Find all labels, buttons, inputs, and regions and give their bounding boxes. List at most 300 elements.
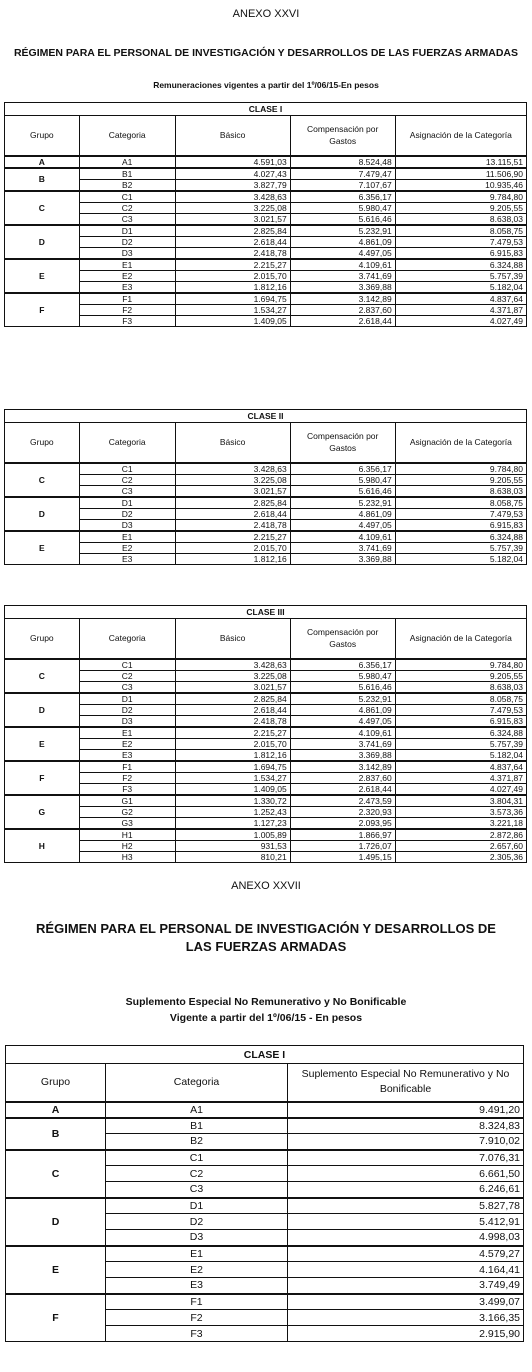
basico-cell: 1.127,23 [175,817,290,829]
asignacion-cell: 7.479,53 [395,508,526,519]
suplemento-cell: 8.324,83 [288,1118,524,1134]
basico-cell: 3.225,08 [175,670,290,681]
categoria-cell: D1 [79,225,175,237]
grupo-header: Grupo [6,1064,106,1102]
table-row [5,693,527,705]
compensacion-cell: 3.741,69 [290,270,395,281]
categoria-cell: C1 [79,659,175,671]
anexo-xxvii-subtitle-1: Suplemento Especial No Remunerativo y No Bonificable [125,996,407,1008]
suplemento-cell: 7.910,02 [288,1134,524,1150]
table-row [5,840,527,851]
categoria-cell: F2 [106,1310,288,1326]
asignacion-cell: 9.784,80 [395,659,526,671]
asignacion-cell: 5.757,39 [395,738,526,749]
categoria-cell: G1 [79,795,175,807]
table-row [5,659,527,671]
compensacion-header: Compensación por Gastos [290,423,395,463]
suplemento-cell: 3.166,35 [288,1310,524,1326]
table-row [6,1150,524,1166]
compensacion-cell: 5.616,46 [290,681,395,693]
grupo-cell: D [5,497,80,531]
anexo-xxvii-title: RÉGIMEN PARA EL PERSONAL DE INVESTIGACIÓN Y DESARROLLOS DE LAS FUERZAS ARMADAS [36,921,496,954]
categoria-cell: C1 [106,1150,288,1166]
compensacion-cell: 5.616,46 [290,213,395,225]
basico-cell: 4.027,43 [175,168,290,180]
categoria-cell: G3 [79,817,175,829]
categoria-cell: D3 [79,519,175,531]
basico-cell: 3.827,79 [175,179,290,191]
basico-cell: 1.005,89 [175,829,290,841]
table-row [5,829,527,841]
clase-iii-remuneraciones-table [4,605,527,863]
anexo-xxvi-title: RÉGIMEN PARA EL PERSONAL DE INVESTIGACIÓN Y DESARROLLOS DE LAS FUERZAS ARMADAS [13,47,519,59]
categoria-cell: F1 [79,293,175,305]
categoria-cell: H3 [79,851,175,862]
compensacion-cell: 4.497,05 [290,715,395,727]
asignacion-cell: 8.058,75 [395,497,526,509]
compensacion-cell: 4.497,05 [290,247,395,259]
table-row [5,508,527,519]
grupo-cell: F [5,293,80,327]
suplemento-cell: 5.827,78 [288,1198,524,1214]
categoria-cell: E1 [79,727,175,739]
grupo-cell: D [5,225,80,259]
categoria-cell: D2 [79,236,175,247]
clase-i-remuneraciones-table [4,102,527,327]
table-row [5,772,527,783]
categoria-cell: H2 [79,840,175,851]
basico-cell: 1.812,16 [175,281,290,293]
basico-cell: 1.330,72 [175,795,290,807]
clase-i-suplemento-table [5,1045,524,1342]
basico-cell: 810,21 [175,851,290,862]
asignacion-cell: 4.371,87 [395,304,526,315]
compensacion-header: Compensación por Gastos [290,619,395,659]
table-row [5,179,527,191]
grupo-cell: D [5,693,80,727]
asignacion-cell: 10.935,46 [395,179,526,191]
categoria-cell: D2 [79,704,175,715]
table-row [5,315,527,326]
compensacion-cell: 5.980,47 [290,670,395,681]
categoria-cell: D2 [79,508,175,519]
table-row [5,542,527,553]
table-row [5,168,527,180]
basico-cell: 2.618,44 [175,508,290,519]
asignacion-cell: 9.784,80 [395,463,526,475]
table-row [5,783,527,795]
suplemento-cell: 4.998,03 [288,1230,524,1246]
table-row [5,817,527,829]
asignacion-cell: 8.638,03 [395,485,526,497]
table-row [5,236,527,247]
categoria-cell: E1 [106,1246,288,1262]
grupo-cell: F [6,1294,106,1342]
categoria-cell: E2 [79,270,175,281]
basico-cell: 2.825,84 [175,497,290,509]
table-row [5,485,527,497]
table-row [5,670,527,681]
anexo-xxvii-label: ANEXO XXVII [231,880,301,892]
compensacion-cell: 5.232,91 [290,497,395,509]
asignacion-cell: 5.757,39 [395,542,526,553]
asignacion-header: Asignación de la Categoría [395,619,526,659]
asignacion-header: Asignación de la Categoría [395,423,526,463]
basico-cell: 1.252,43 [175,806,290,817]
table-row [5,270,527,281]
asignacion-cell: 7.479,53 [395,704,526,715]
compensacion-cell: 4.109,61 [290,259,395,271]
compensacion-cell: 4.109,61 [290,531,395,543]
compensacion-cell: 7.479,47 [290,168,395,180]
asignacion-cell: 3.573,36 [395,806,526,817]
basico-cell: 3.428,63 [175,659,290,671]
compensacion-cell: 5.616,46 [290,485,395,497]
grupo-cell: E [5,531,80,565]
asignacion-cell: 5.182,04 [395,553,526,564]
table-row [5,156,527,168]
asignacion-cell: 4.837,64 [395,293,526,305]
asignacion-cell: 6.324,88 [395,259,526,271]
compensacion-cell: 4.861,09 [290,236,395,247]
compensacion-cell: 2.837,60 [290,304,395,315]
basico-cell: 1.812,16 [175,553,290,564]
asignacion-cell: 3.221,18 [395,817,526,829]
basico-cell: 1.694,75 [175,761,290,773]
table-row [5,213,527,225]
basico-header: Básico [175,116,290,156]
table-row [5,795,527,807]
asignacion-cell: 5.757,39 [395,270,526,281]
compensacion-cell: 6.356,17 [290,191,395,203]
table-row [5,738,527,749]
categoria-cell: B2 [79,179,175,191]
categoria-cell: B2 [106,1134,288,1150]
compensacion-cell: 6.356,17 [290,659,395,671]
categoria-cell: D1 [79,693,175,705]
basico-cell: 1.812,16 [175,749,290,761]
clase-header: CLASE I [6,1046,524,1064]
basico-cell: 2.618,44 [175,704,290,715]
basico-header: Básico [175,423,290,463]
suplemento-cell: 6.661,50 [288,1166,524,1182]
basico-cell: 2.215,27 [175,259,290,271]
categoria-cell: D1 [106,1198,288,1214]
table-row [5,727,527,739]
clase-header: CLASE II [5,410,527,423]
asignacion-cell: 6.915,83 [395,519,526,531]
asignacion-cell: 9.205,55 [395,474,526,485]
suplemento-cell: 3.499,07 [288,1294,524,1310]
categoria-header: Categoria [79,619,175,659]
asignacion-cell: 8.058,75 [395,225,526,237]
categoria-cell: B1 [106,1118,288,1134]
compensacion-cell: 3.369,88 [290,281,395,293]
compensacion-cell: 2.473,59 [290,795,395,807]
basico-cell: 2.418,78 [175,715,290,727]
compensacion-header: Compensación por Gastos [290,116,395,156]
grupo-cell: H [5,829,80,863]
compensacion-cell: 3.369,88 [290,553,395,564]
grupo-cell: C [5,191,80,225]
table-row [5,474,527,485]
table-row [5,704,527,715]
categoria-cell: C1 [79,191,175,203]
basico-cell: 1.409,05 [175,315,290,326]
clase-header: CLASE III [5,606,527,619]
compensacion-cell: 3.369,88 [290,749,395,761]
categoria-header: Categoria [79,423,175,463]
suplemento-cell: 4.164,41 [288,1262,524,1278]
categoria-cell: D3 [106,1230,288,1246]
table-row [6,1102,524,1118]
compensacion-cell: 5.232,91 [290,693,395,705]
table-row [5,281,527,293]
basico-cell: 3.428,63 [175,463,290,475]
asignacion-cell: 11.506,90 [395,168,526,180]
categoria-cell: E2 [79,738,175,749]
compensacion-cell: 8.524,48 [290,156,395,168]
table-row [5,851,527,862]
compensacion-cell: 5.232,91 [290,225,395,237]
basico-cell: 2.825,84 [175,693,290,705]
grupo-cell: A [5,156,80,168]
asignacion-cell: 9.205,55 [395,670,526,681]
grupo-cell: C [6,1150,106,1198]
categoria-cell: E1 [79,259,175,271]
compensacion-cell: 2.618,44 [290,315,395,326]
table-row [5,806,527,817]
compensacion-cell: 2.093,95 [290,817,395,829]
categoria-cell: F2 [79,304,175,315]
categoria-cell: C2 [106,1166,288,1182]
compensacion-cell: 3.741,69 [290,542,395,553]
suplemento-cell: 2.915,90 [288,1326,524,1342]
asignacion-cell: 8.638,03 [395,213,526,225]
basico-cell: 3.428,63 [175,191,290,203]
categoria-cell: F2 [79,772,175,783]
table-row [5,715,527,727]
table-row [5,293,527,305]
basico-cell: 2.418,78 [175,519,290,531]
basico-cell: 4.591,03 [175,156,290,168]
suplemento-cell: 4.579,27 [288,1246,524,1262]
basico-cell: 1.534,27 [175,772,290,783]
categoria-header: Categoria [106,1064,288,1102]
basico-cell: 1.694,75 [175,293,290,305]
grupo-cell: G [5,795,80,829]
categoria-cell: A1 [106,1102,288,1118]
grupo-cell: B [6,1118,106,1150]
grupo-cell: E [6,1246,106,1294]
categoria-cell: C3 [79,485,175,497]
clase-header: CLASE I [5,103,527,116]
basico-cell: 1.534,27 [175,304,290,315]
table-row [5,191,527,203]
basico-cell: 2.825,84 [175,225,290,237]
categoria-cell: E1 [79,531,175,543]
grupo-cell: A [6,1102,106,1118]
categoria-cell: E2 [79,542,175,553]
categoria-cell: B1 [79,168,175,180]
anexo-xxvii-subtitle-2: Vigente a partir del 1º/06/15 - En pesos [169,1012,363,1024]
asignacion-cell: 9.205,55 [395,202,526,213]
compensacion-cell: 4.861,09 [290,508,395,519]
categoria-cell: F1 [106,1294,288,1310]
asignacion-cell: 8.638,03 [395,681,526,693]
basico-header: Básico [175,619,290,659]
compensacion-cell: 7.107,67 [290,179,395,191]
table-row [6,1246,524,1262]
table-row [6,1198,524,1214]
categoria-cell: C2 [79,670,175,681]
grupo-cell: F [5,761,80,795]
categoria-cell: C3 [79,213,175,225]
compensacion-cell: 2.837,60 [290,772,395,783]
asignacion-cell: 4.837,64 [395,761,526,773]
categoria-cell: D3 [79,247,175,259]
basico-cell: 3.021,57 [175,213,290,225]
basico-cell: 2.618,44 [175,236,290,247]
categoria-cell: E3 [79,281,175,293]
compensacion-cell: 4.861,09 [290,704,395,715]
basico-cell: 2.215,27 [175,727,290,739]
table-row [5,202,527,213]
categoria-cell: C3 [79,681,175,693]
table-row [5,304,527,315]
asignacion-cell: 6.915,83 [395,715,526,727]
categoria-cell: D1 [79,497,175,509]
compensacion-cell: 6.356,17 [290,463,395,475]
asignacion-cell: 5.182,04 [395,281,526,293]
grupo-cell: C [5,463,80,497]
categoria-cell: E3 [79,553,175,564]
grupo-cell: E [5,259,80,293]
grupo-header: Grupo [5,423,80,463]
categoria-cell: E3 [106,1278,288,1294]
compensacion-cell: 3.142,89 [290,293,395,305]
compensacion-cell: 5.980,47 [290,474,395,485]
basico-cell: 931,53 [175,840,290,851]
basico-cell: 2.015,70 [175,542,290,553]
basico-cell: 1.409,05 [175,783,290,795]
suplemento-cell: 5.412,91 [288,1214,524,1230]
asignacion-cell: 6.324,88 [395,531,526,543]
compensacion-cell: 1.726,07 [290,840,395,851]
categoria-cell: C3 [106,1182,288,1198]
categoria-cell: E3 [79,749,175,761]
asignacion-cell: 9.784,80 [395,191,526,203]
suplemento-cell: 6.246,61 [288,1182,524,1198]
table-row [5,463,527,475]
table-row [5,259,527,271]
suplemento-header: Suplemento Especial No Remunerativo y No Bonificable [288,1064,524,1102]
categoria-cell: G2 [79,806,175,817]
categoria-cell: C1 [79,463,175,475]
compensacion-cell: 1.866,97 [290,829,395,841]
basico-cell: 2.015,70 [175,270,290,281]
categoria-cell: C2 [79,474,175,485]
table-row [5,225,527,237]
compensacion-cell: 1.495,15 [290,851,395,862]
compensacion-cell: 2.320,93 [290,806,395,817]
compensacion-cell: 2.618,44 [290,783,395,795]
suplemento-cell: 3.749,49 [288,1278,524,1294]
categoria-cell: F3 [79,783,175,795]
table-row [5,531,527,543]
asignacion-cell: 2.305,36 [395,851,526,862]
categoria-cell: A1 [79,156,175,168]
grupo-header: Grupo [5,116,80,156]
grupo-header: Grupo [5,619,80,659]
grupo-cell: B [5,168,80,191]
categoria-cell: C2 [79,202,175,213]
compensacion-cell: 4.109,61 [290,727,395,739]
asignacion-cell: 2.872,86 [395,829,526,841]
table-row [6,1294,524,1310]
asignacion-cell: 4.027,49 [395,315,526,326]
categoria-cell: D2 [106,1214,288,1230]
compensacion-cell: 3.142,89 [290,761,395,773]
basico-cell: 3.225,08 [175,202,290,213]
asignacion-cell: 8.058,75 [395,693,526,705]
grupo-cell: E [5,727,80,761]
table-row [5,497,527,509]
anexo-xxvi-subtitle: Remuneraciones vigentes a partir del 1º/06/15-En pesos [153,80,379,90]
table-row [5,681,527,693]
suplemento-cell: 7.076,31 [288,1150,524,1166]
asignacion-cell: 6.324,88 [395,727,526,739]
categoria-cell: E2 [106,1262,288,1278]
asignacion-cell: 13.115,51 [395,156,526,168]
basico-cell: 2.418,78 [175,247,290,259]
table-row [5,749,527,761]
anexo-xxvi-label: ANEXO XXVI [232,8,300,20]
table-row [6,1118,524,1134]
clase-ii-remuneraciones-table [4,409,527,565]
table-row [5,761,527,773]
asignacion-cell: 7.479,53 [395,236,526,247]
asignacion-cell: 4.027,49 [395,783,526,795]
asignacion-header: Asignación de la Categoría [395,116,526,156]
compensacion-cell: 3.741,69 [290,738,395,749]
asignacion-cell: 4.371,87 [395,772,526,783]
suplemento-cell: 9.491,20 [288,1102,524,1118]
asignacion-cell: 6.915,83 [395,247,526,259]
asignacion-cell: 5.182,04 [395,749,526,761]
categoria-cell: F1 [79,761,175,773]
asignacion-cell: 3.804,31 [395,795,526,807]
basico-cell: 3.021,57 [175,681,290,693]
table-row [5,519,527,531]
categoria-cell: H1 [79,829,175,841]
table-row [5,553,527,564]
categoria-cell: D3 [79,715,175,727]
basico-cell: 3.225,08 [175,474,290,485]
grupo-cell: D [6,1198,106,1246]
asignacion-cell: 2.657,60 [395,840,526,851]
table-row [5,247,527,259]
categoria-cell: F3 [79,315,175,326]
compensacion-cell: 4.497,05 [290,519,395,531]
grupo-cell: C [5,659,80,693]
basico-cell: 2.215,27 [175,531,290,543]
basico-cell: 3.021,57 [175,485,290,497]
basico-cell: 2.015,70 [175,738,290,749]
compensacion-cell: 5.980,47 [290,202,395,213]
categoria-cell: F3 [106,1326,288,1342]
categoria-header: Categoria [79,116,175,156]
